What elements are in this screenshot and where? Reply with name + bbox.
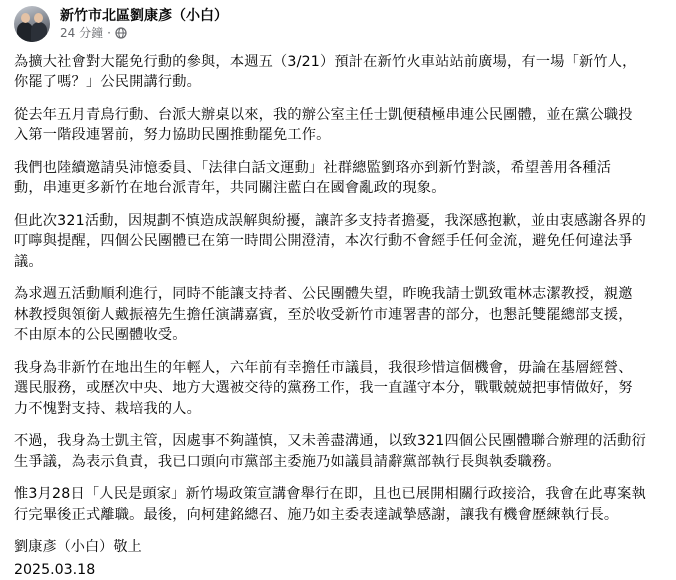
post-meta [60, 7, 228, 41]
paragraph-line: 議。 [14, 253, 43, 270]
paragraph-line: 不由原本的公民團體收受。 [14, 327, 187, 344]
post-paragraph [14, 105, 664, 146]
paragraph-line: 力不愧對支持、栽培我的人。 [14, 400, 202, 417]
globe-icon[interactable] [115, 27, 127, 39]
paragraph-line: 我們也陸續邀請吳沛憶委員、「法律白話文運動」社群總監劉珞亦到新竹對談，希望善用各種活 [14, 160, 612, 176]
paragraph-line: 入第一階段連署前，努力協助民團推動罷免工作。 [14, 127, 331, 144]
avatar[interactable] [14, 6, 50, 42]
signature: 劉康彥（小白）敬上 [14, 539, 142, 556]
post-paragraph [14, 358, 664, 419]
paragraph-line: 行完畢後正式離職。最後，向柯建銘總召、施乃如主委表達誠摯感謝，讓我有機會歷練執行長。 [14, 506, 619, 523]
paragraph-line: 不過，我身為士凱主管，因處事不夠謹慎，又未善盡溝通，以致321四個公民團體聯合辦理的活動衍 [14, 433, 646, 450]
separator-dot: · [107, 26, 111, 40]
author-name[interactable]: 新竹市北區劉康彥（小白） [60, 8, 228, 24]
post-date: 2025.03.18 [14, 561, 96, 578]
paragraph-line: 林教授與領銜人戴振禧先生擔任演講嘉賓，至於收受新竹市連署書的部分，也懇託雙罷總部支援， [14, 306, 633, 323]
paragraph-line: 叮嚀與提醒，四個公民團體已在第一時間公開澄清，本次行動不會經手任何金流，避免任何違法爭 [14, 233, 633, 250]
post-subline [60, 25, 228, 41]
post-paragraph [14, 431, 664, 472]
paragraph-line: 惟3月28日「人民是頭家」新竹場政策宣講會舉行在即，且也已展開相關行政接洽，我會在此專案執 [14, 486, 646, 503]
post-paragraph [14, 284, 664, 345]
paragraph-line: 從去年五月青鳥行動、台派大辦桌以來，我的辦公室主任士凱便積極串連公民團體，並在黨公職投 [14, 107, 633, 123]
paragraph-line: 生爭議，為表示負責，我已口頭向市黨部主委施乃如議員請辭黨部執行長與執委職務。 [14, 453, 561, 470]
paragraph-line: 我身為非新竹在地出生的年輕人，六年前有幸擔任市議員，我很珍惜這個機會，毋論在基層經營、 [14, 359, 633, 376]
post-paragraph [14, 52, 664, 93]
post-paragraph [14, 484, 664, 525]
paragraph-line: 動，串連更多新竹在地台派青年，共同關注藍白在國會亂政的現象。 [14, 180, 446, 197]
paragraph-line: 但此次321活動，因規劃不慎造成誤解與紛擾，讓許多支持者擔憂，我深感抱歉，並由衷感謝各界的 [14, 213, 646, 229]
post-paragraph [14, 211, 664, 272]
paragraph-line: 你罷了嗎？」公民開講行動。 [14, 74, 202, 91]
post-time[interactable]: 24 分鐘 [60, 26, 104, 40]
paragraph-line: 為求週五活動順利進行，同時不能讓支持者、公民團體失望，昨晚我請士凱致電林志潔教授，親邀 [14, 286, 633, 303]
paragraph-line: 為擴大社會對大罷免行動的參與，本週五（3/21）預計在新竹火車站站前廣場，有一場「新竹人， [14, 54, 637, 70]
post-paragraph [14, 158, 664, 199]
paragraph-line: 選民服務，或歷次中央、地方大選被交待的黨務工作，我一直謹守本分，戰戰兢兢把事情做好，努 [14, 380, 633, 397]
post-body [14, 52, 664, 580]
post-header [14, 4, 228, 44]
